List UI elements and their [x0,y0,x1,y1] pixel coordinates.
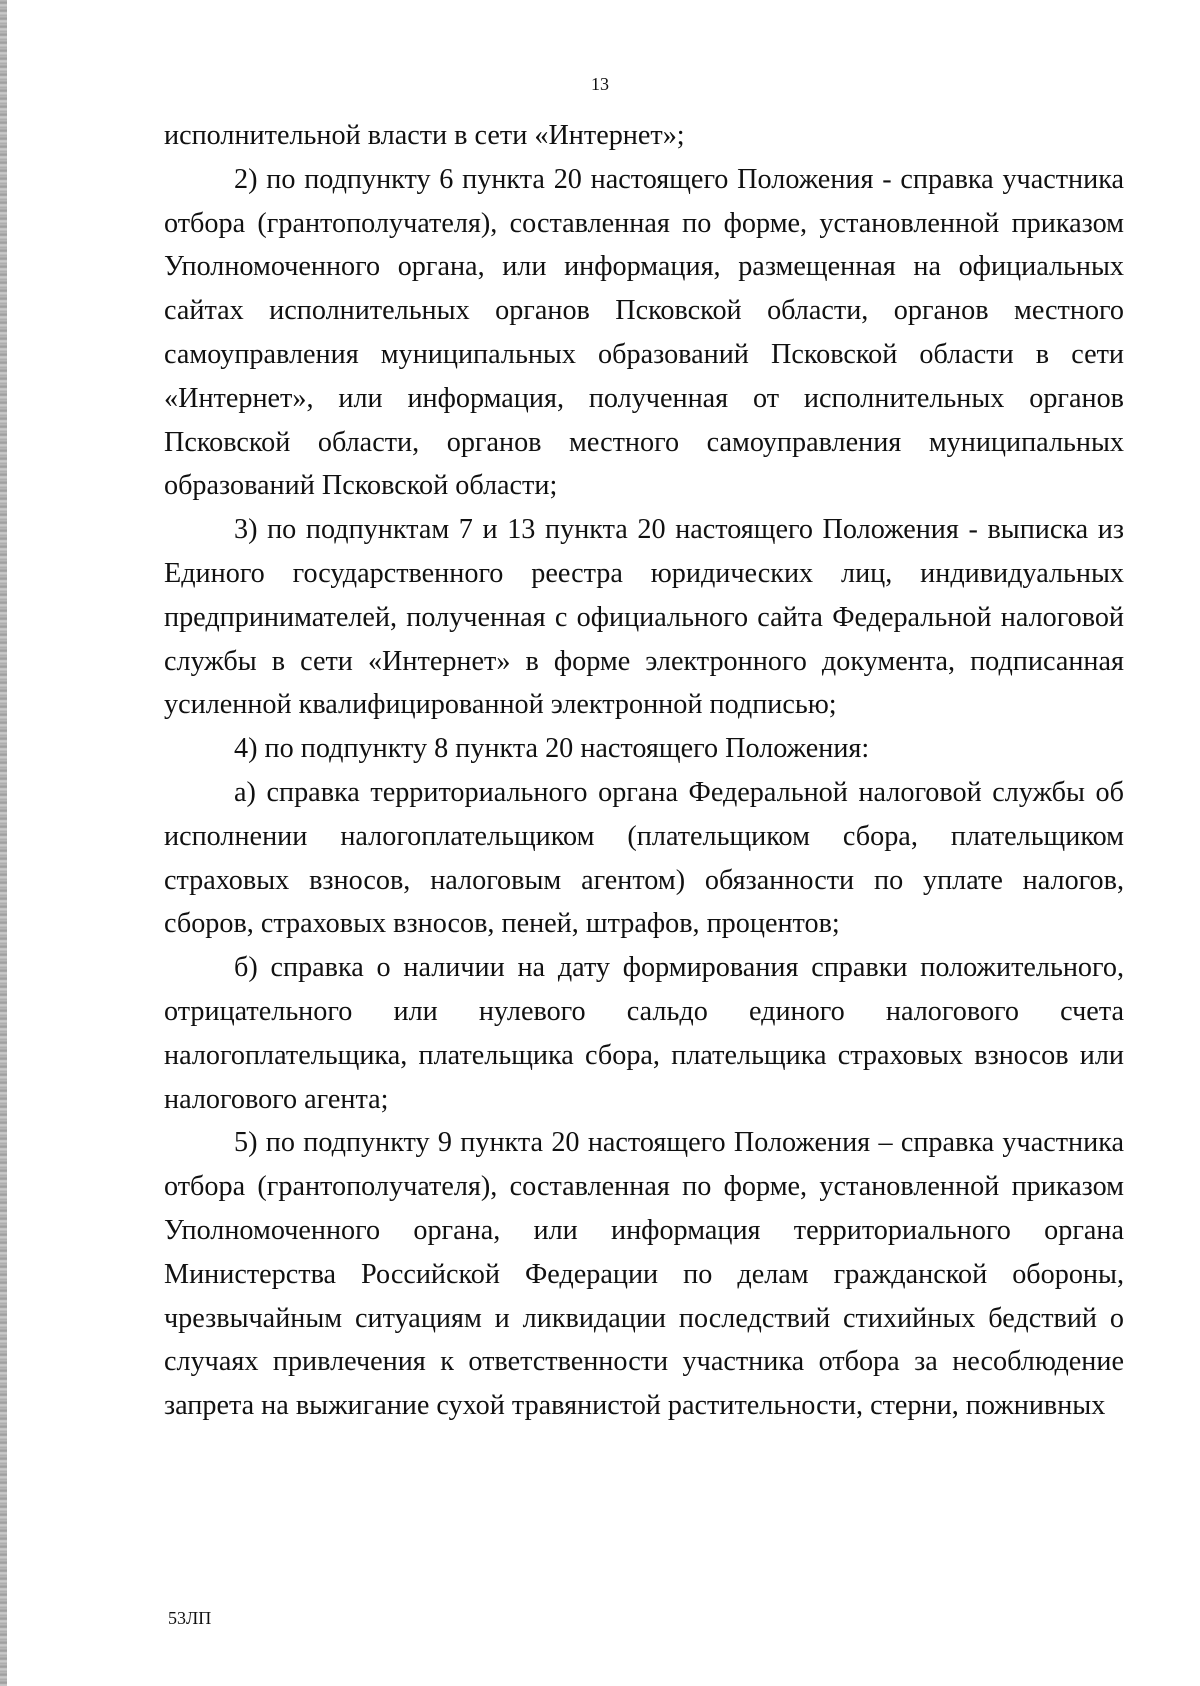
paragraph-item-5: 5) по подпункту 9 пункта 20 настоящего Положения – справка участника отбора (грантополучателя), составленная по форме, установленной приказом Уполномоченного органа, или информация территориального органа Министерства Российской Федерации по делам гражданской обороны, чрезвычайным ситуациям и ликвидации последствий стихийных бедствий о случаях привлечения к ответственности участника отбора за несоблюдение запрета на выжигание сухой травянистой растительности, стерни, пожнивных [164,1127,1124,1422]
page-number: 13 [591,74,609,94]
paragraph-item-2: 2) по подпункту 6 пункта 20 настоящего Положения - справка участника отбора (грантополучателя), составленная по форме, установленной приказом Уполномоченного органа, или информация, размещенная на официальных сайтах исполнительных органов Псковской области, органов местного самоуправления муниципальных образований Псковской области в сети «Интернет», или информация, полученная от исполнительных органов Псковской области, органов местного самоуправления муниципальных образований Псковской области; [164,163,1124,502]
paragraph-item-4: 4) по подпункту 8 пункта 20 настоящего Положения: [234,733,870,765]
footer-code: 53ЛП [168,1608,212,1628]
scan-edge [0,0,7,1686]
paragraph-item-3: 3) по подпунктам 7 и 13 пункта 20 настоящего Положения - выписка из Единого государственного реестра юридических лиц, индивидуальных предпринимателей, полученная с официального сайта Федеральной налоговой службы в сети «Интернет» в форме электронного документа, подписанная усиленной квалифицированной электронной подписью; [164,514,1124,721]
document-body [164,114,1124,1428]
paragraph-item-4b: б) справка о наличии на дату формирования справки положительного, отрицательного или нулевого сальдо единого налогового счета налогоплательщика, плательщика сбора, плательщика страховых взносов или налогового агента; [164,952,1124,1115]
paragraph-item-4a: а) справка территориального органа Федеральной налоговой службы об исполнении налогоплательщиком (плательщиком сбора, плательщиком страховых взносов, налоговым агентом) обязанности по уплате налогов, сборов, страховых взносов, пеней, штрафов, процентов; [164,776,1124,940]
paragraph-continuation: исполнительной власти в сети «Интернет»; [164,120,685,151]
